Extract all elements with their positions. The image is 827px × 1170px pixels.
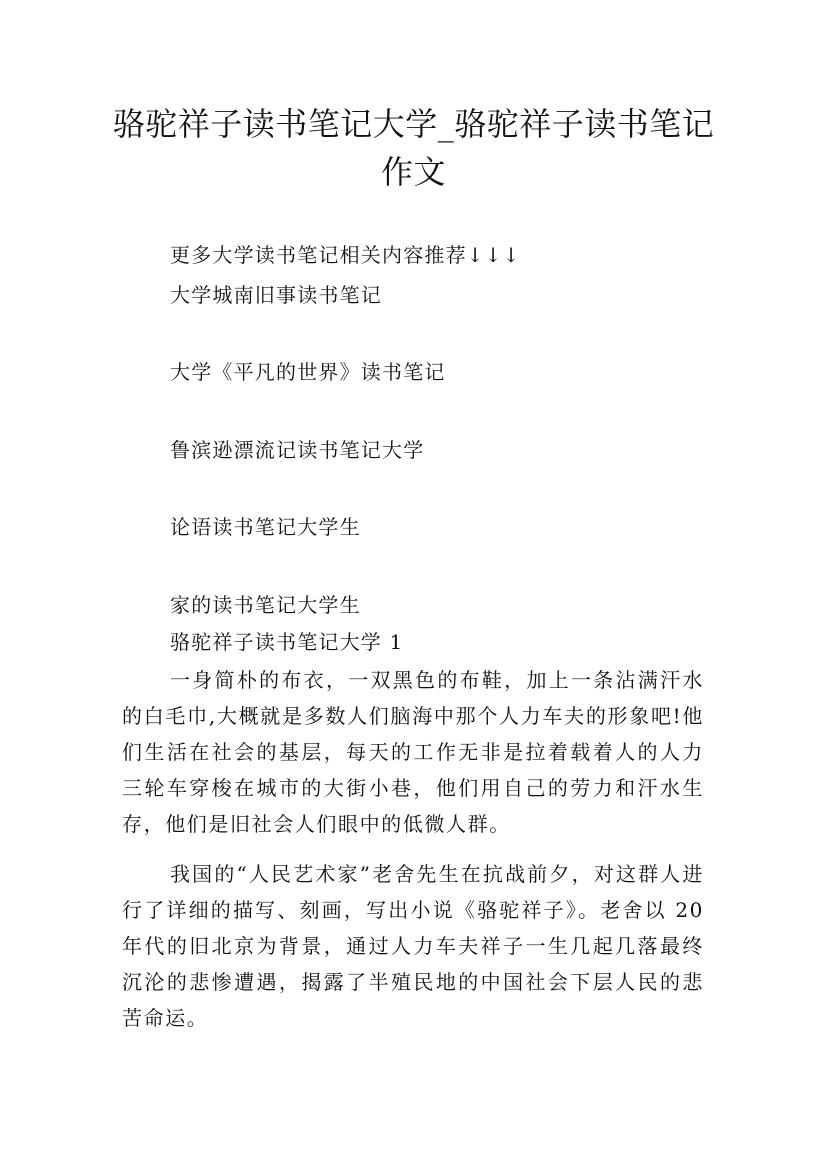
document-title: 骆驼祥子读书笔记大学_骆驼祥子读书笔记作文 [112,105,715,191]
body-paragraph-1: 一身简朴的布衣，一双黑色的布鞋，加上一条沾满汗水的白毛巾,大概就是多数人们脑海中那个人力车夫的形象吧!他们生活在社会的基层，每天的工作无非是拉着载着人的人力三轮车穿梭在城市的大街小巷，他们用自己的劳力和汗水生存，他们是旧社会人们眼中的低微人群。 [122,668,704,836]
related-link-5[interactable]: 家的读书笔记大学生 [170,593,361,617]
recommend-heading: 更多大学读书笔记相关内容推荐↓↓↓ [170,243,521,267]
related-link-1[interactable]: 大学城南旧事读书笔记 [170,283,382,307]
related-link-3[interactable]: 鲁滨逊漂流记读书笔记大学 [170,438,425,462]
body-paragraph-2: 我国的“人民艺术家”老舍先生在抗战前夕，对这群人进行了详细的描写、刻画，写出小说《骆驼祥子》。老舍以 20 年代的旧北京为背景，通过人力车夫祥子一生几起几落最终沉沦的悲惨遭遇，揭露了半殖民地的中国社会下层人民的悲苦命运。 [122,862,704,1030]
section-heading: 骆驼祥子读书笔记大学 1 [170,630,404,654]
related-link-4[interactable]: 论语读书笔记大学生 [170,515,361,539]
related-link-2[interactable]: 大学《平凡的世界》读书笔记 [170,360,446,384]
